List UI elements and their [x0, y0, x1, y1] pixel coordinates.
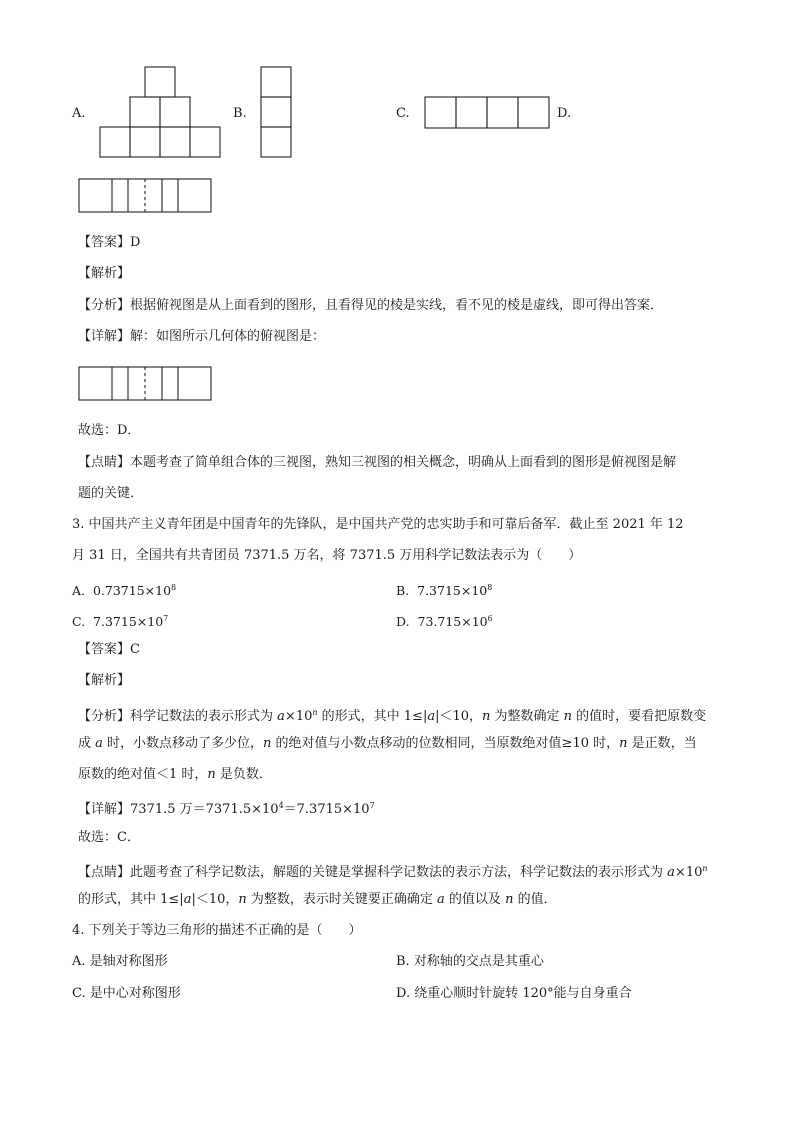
option-label: A. [72, 583, 86, 598]
exponent: 7 [369, 801, 375, 810]
text: 为整数，表示时关键要正确确定 [246, 892, 438, 907]
option-a-label: A. [72, 106, 86, 121]
var-n: n [505, 892, 514, 907]
q3-answer [78, 642, 140, 658]
var-a: a [95, 736, 103, 751]
text: 成 [78, 736, 96, 751]
dianjing-tag: 【点睛】 [78, 865, 131, 880]
var-n: n [238, 892, 247, 907]
text: 原数的绝对值＜1 时， [78, 767, 208, 782]
q4-option-c: C. 是中心对称图形 [72, 986, 181, 1001]
option-mantissa: 73.715×10 [417, 614, 488, 629]
q3-guxuan: 故选：C． [78, 830, 140, 845]
q2-dianjing-line1 [78, 455, 676, 471]
text: |＜10， [191, 892, 239, 907]
var-a: a [427, 709, 436, 724]
solution-top-view-figure [79, 367, 211, 400]
dianjing-text: 本题考查了简单组合体的三视图，熟知三视图的相关概念，明确从上面看到的图形是俯视图是解 [130, 455, 677, 470]
answer-value: D [130, 235, 141, 250]
option-exponent: 7 [163, 614, 169, 623]
text: 此题考查了科学记数法，解题的关键是掌握科学记数法的表示方法，科学记数法的表示形式为 [130, 865, 668, 880]
figure-b-column-view [261, 67, 291, 157]
var-n: n [619, 736, 628, 751]
text: 时，小数点移动了多少位， [102, 736, 264, 751]
option-exponent: 8 [487, 583, 493, 592]
option-b-label: B. [233, 106, 247, 121]
var-n: n [702, 864, 708, 873]
text: 的形式，其中 1≤| [317, 709, 428, 724]
option-mantissa: 0.73715×10 [92, 583, 172, 598]
text: 的值时，要看把原数变 [572, 709, 707, 724]
text: ×10 [674, 865, 703, 880]
var-a: a [437, 892, 445, 907]
option-exponent: 6 [487, 614, 493, 623]
text: 的值． [513, 892, 557, 907]
q4-option-a: A. 是轴对称图形 [72, 954, 168, 969]
fenxi-text: 根据俯视图是从上面看到的图形，且看得见的棱是实线，看不见的棱是虚线，即可得出答案． [130, 298, 664, 313]
xiangjie-text: 解：如图所示几何体的俯视图是： [130, 329, 326, 344]
var-a: a [183, 892, 192, 907]
fenxi-tag: 【分析】 [78, 709, 131, 724]
option-c-label: C. [396, 106, 410, 121]
q3-fenxi-line1 [78, 705, 706, 725]
q3-stem-line1: 3. 中国共产主义青年团是中国青年的先锋队，是中国共产党的忠实助手和可靠后备军．截止至 2021 年 12 [72, 517, 684, 532]
figure-a-stacked-view [100, 67, 220, 157]
q3-xiangjie [78, 798, 375, 818]
q4-option-d: D. 绕重心顺时针旋转 120°能与自身重合 [396, 986, 632, 1001]
answer-tag: 【答案】 [78, 235, 131, 250]
q3-option-a [72, 580, 176, 599]
text: 为整数确定 [490, 709, 564, 724]
q4-stem: 4. 下列关于等边三角形的描述不正确的是（ ） [72, 923, 362, 938]
var-n: n [482, 709, 491, 724]
q2-xiangjie [78, 329, 325, 345]
text: 的值以及 [444, 892, 506, 907]
q2-analysis-tag: 【解析】 [78, 266, 131, 281]
var-n: n [207, 767, 216, 782]
fenxi-tag: 【分析】 [78, 298, 131, 313]
q3-option-b [396, 580, 492, 599]
figure-d-top-view [79, 179, 211, 212]
exponent: 4 [278, 801, 284, 810]
answer-tag: 【答案】 [78, 642, 131, 657]
option-exponent: 8 [171, 583, 177, 592]
q3-dianjing-line1 [78, 861, 708, 881]
q2-guxuan: 故选：D． [78, 423, 141, 438]
option-label: C. [72, 614, 86, 629]
text: |＜10， [435, 709, 483, 724]
q3-stem-line2: 月 31 日，全国共有共青团员 7371.5 万名，将 7371.5 万用科学记数法表示为（ ） [72, 548, 582, 563]
text: ×10 [284, 709, 313, 724]
option-d-label: D. [557, 106, 572, 121]
text: 的绝对值与小数点移动的位数相同，当原数绝对值≥10 时， [271, 736, 620, 751]
var-n: n [312, 708, 318, 717]
xiangjie-tag: 【详解】 [78, 802, 131, 817]
answer-value: C [130, 642, 140, 657]
var-n: n [563, 709, 573, 724]
var-a: a [667, 865, 675, 880]
option-mantissa: 7.3715×10 [417, 583, 488, 598]
option-mantissa: 7.3715×10 [93, 614, 164, 629]
q2-answer [78, 235, 140, 251]
q3-fenxi-line2 [78, 736, 697, 752]
figure-c-row-view [425, 97, 549, 128]
var-n: n [263, 736, 272, 751]
dianjing-tag: 【点睛】 [78, 455, 131, 470]
q3-analysis-tag: 【解析】 [78, 673, 131, 688]
text: 是负数． [215, 767, 272, 782]
option-label: B. [396, 583, 410, 598]
q3-option-c [72, 611, 168, 630]
q2-dianjing-line2: 题的关键． [78, 486, 144, 501]
q4-option-b: B. 对称轴的交点是其重心 [396, 954, 544, 969]
q3-option-d [396, 611, 493, 630]
text: 7371.5 万＝7371.5×10 [130, 802, 279, 817]
text: 是正数，当 [627, 736, 697, 751]
text: 的形式，其中 1≤| [78, 892, 184, 907]
option-label: D. [396, 614, 410, 629]
var-a: a [277, 709, 285, 724]
xiangjie-tag: 【详解】 [78, 329, 131, 344]
q3-dianjing-line2 [78, 892, 557, 908]
q2-fenxi [78, 298, 663, 314]
text: 科学记数法的表示形式为 [130, 709, 278, 724]
q3-fenxi-line3 [78, 767, 272, 783]
text: ＝7.3715×10 [283, 802, 370, 817]
